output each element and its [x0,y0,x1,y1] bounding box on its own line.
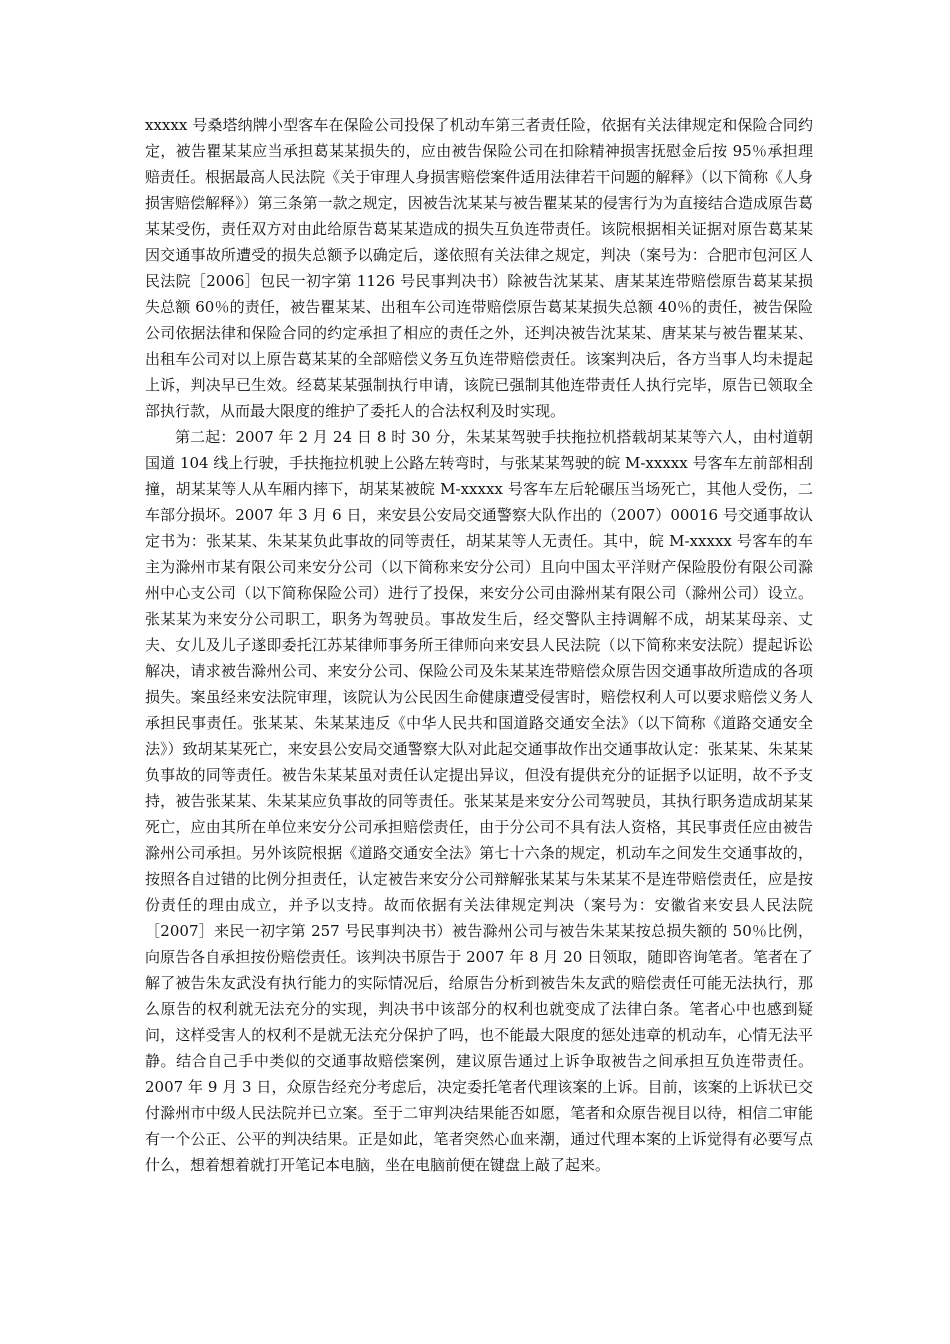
document-page [145,112,813,1178]
paragraph-case-one-continued: xxxxx 号桑塔纳牌小型客车在保险公司投保了机动车第三者责任险，依据有关法律规定和保险合同约定，被告瞿某某应当承担葛某某损失的，应由被告保险公司在扣除精神损害抚慰金后按 95％承担理赔责任。根据最高人民法院《关于审理人身损害赔偿案件适用法律若干问题的解释》（以下简称《人身损害赔偿解释》）第三条第一款之规定，因被告沈某某与被告瞿某某的侵害行为为直接结合造成原告葛某某受伤，责任双方对由此给原告葛某某造成的损失互负连带责任。该院根据相关证据对原告葛某某因交通事故所遭受的损失总额予以确定后，遂依照有关法律之规定，判决（案号为：合肥市包河区人民法院［2006］包民一初字第 1126 号民事判决书）除被告沈某某、唐某某连带赔偿原告葛某某损失总额 60％的责任，被告瞿某某、出租车公司连带赔偿原告葛某某损失总额 40％的责任，被告保险公司依据法律和保险合同的约定承担了相应的责任之外，还判决被告沈某某、唐某某与被告瞿某某、出租车公司对以上原告葛某某的全部赔偿义务互负连带赔偿责任。该案判决后，各方当事人均未提起上诉，判决早已生效。经葛某某强制执行申请，该院已强制其他连带责任人执行完毕，原告已领取全部执行款，从而最大限度的维护了委托人的合法权利及时实现。 [145,116,813,420]
paragraph-case-two: 第二起：2007 年 2 月 24 日 8 时 30 分，朱某某驾驶手扶拖拉机搭载胡某某等六人，由村道朝国道 104 线上行驶，手扶拖拉机驶上公路左转弯时，与张某某驾驶的皖 M-xxxxx 号客车左前部相刮撞，胡某某等人从车厢内摔下，胡某某被皖 M-xxxxx 号客车左后轮碾压当场死亡，其他人受伤，二车部分损坏。2007 年 3 月 6 日，来安县公安局交通警察大队作出的（2007）00016 号交通事故认定书为：张某某、朱某某负此事故的同等责任，胡某某等人无责任。其中，皖 M-xxxxx 号客车的车主为滁州市某有限公司来安分公司（以下简称来安分公司）且向中国太平洋财产保险股份有限公司滁州中心支公司（以下简称保险公司）进行了投保，来安分公司由滁州某有限公司（滁州公司）设立。张某某为来安分公司职工，职务为驾驶员。事故发生后，经交警队主持调解不成，胡某某母亲、丈夫、女儿及儿子遂即委托江苏某律师事务所王律师向来安县人民法院（以下简称来安法院）提起诉讼解决，请求被告滁州公司、来安分公司、保险公司及朱某某连带赔偿众原告因交通事故所造成的各项损失。案虽经来安法院审理，该院认为公民因生命健康遭受侵害时，赔偿权利人可以要求赔偿义务人承担民事责任。张某某、朱某某违反《中华人民共和国道路交通安全法》（以下简称《道路交通安全法》）致胡某某死亡，来安县公安局交通警察大队对此起交通事故作出交通事故认定：张某某、朱某某负事故的同等责任。被告朱某某虽对责任认定提出异议，但没有提供充分的证据予以证明，故不予支持，被告张某某、朱某某应负事故的同等责任。张某某是来安分公司驾驶员，其执行职务造成胡某某死亡，应由其所在单位来安分公司承担赔偿责任，由于分公司不具有法人资格，其民事责任应由被告滁州公司承担。另外该院根据《道路交通安全法》第七十六条的规定，机动车之间发生交通事故的，按照各自过错的比例分担责任，认定被告来安分公司辩解张某某与朱某某不是连带赔偿责任，应是按份责任的理由成立，并予以支持。故而依据有关法律规定判决（案号为：安徽省来安县人民法院［2007］来民一初字第 257 号民事判决书）被告滁州公司与被告朱某某按总损失额的 50％比例，向原告各自承担按份赔偿责任。该判决书原告于 2007 年 8 月 20 日领取，随即咨询笔者。笔者在了解了被告朱友武没有执行能力的实际情况后，给原告分析到被告朱友武的赔偿责任可能无法执行，那么原告的权利就无法充分的实现，判决书中该部分的权利也就变成了法律白条。笔者心中也感到疑问，这样受害人的权利不是就无法充分保护了吗，也不能最大限度的惩处违章的机动车，心情无法平静。结合自己手中类似的交通事故赔偿案例，建议原告通过上诉争取被告之间承担互负连带责任。2007 年 9 月 3 日，众原告经充分考虑后，决定委托笔者代理该案的上诉。目前，该案的上诉状已交付滁州市中级人民法院并已立案。至于二审判决结果能否如愿，笔者和众原告视目以待，相信二审能有一个公正、公平的判决结果。正是如此，笔者突然心血来潮，通过代理本案的上诉觉得有必要写点什么，想着想着就打开笔记本电脑，坐在电脑前便在键盘上敲了起来。 [145,428,813,1174]
